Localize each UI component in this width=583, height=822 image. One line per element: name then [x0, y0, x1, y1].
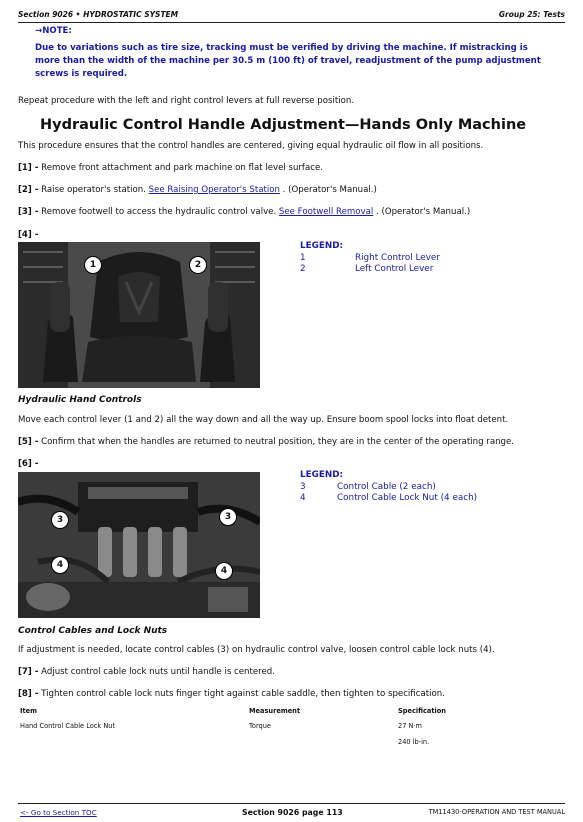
- step-2: [18, 184, 377, 196]
- note-line: more than the width of the machine per 30.5 m (100 ft) of travel, readjustment of the pump adjustment: [35, 55, 541, 66]
- note-line: screws is required.: [35, 68, 128, 79]
- repeat-text: Repeat procedure with the left and right control levers at full reverse position.: [18, 96, 355, 106]
- note-body: [35, 42, 555, 80]
- page-number: Section 9026 page 113: [242, 808, 343, 817]
- figure2-text: If adjustment is needed, locate control cables (3) on hydraulic control valve, loosen control cable lock nuts (4).: [18, 645, 495, 655]
- step-7: [18, 666, 275, 678]
- raising-station-link[interactable]: See Raising Operator's Station: [148, 185, 280, 195]
- legend-text: Control Cable (2 each): [337, 481, 436, 492]
- table-cell-item: Hand Control Cable Lock Nut: [20, 722, 116, 730]
- legend-title: LEGEND:: [300, 241, 344, 251]
- step-number: [7] -: [18, 667, 39, 677]
- table-cell-measurement: Torque: [249, 722, 271, 730]
- step-text: Remove front attachment and park machine on flat level surface.: [38, 163, 323, 173]
- manual-title: TM11430-OPERATION AND TEST MANUAL: [428, 808, 565, 816]
- figure1-legend: [300, 241, 560, 281]
- callout-2: 2: [189, 256, 207, 274]
- legend-item: [300, 493, 560, 505]
- note-label: →NOTE:: [35, 26, 72, 36]
- footwell-removal-link[interactable]: See Footwell Removal: [278, 207, 374, 217]
- legend-num: 3: [300, 481, 306, 492]
- step-text: Tighten control cable lock nuts finger tight against cable saddle, then tighten to specification.: [38, 689, 445, 699]
- step-6: [18, 458, 38, 470]
- legend-num: 4: [300, 493, 306, 503]
- step-text: Adjust control cable lock nuts until handle is centered.: [38, 667, 275, 677]
- step-number: [6] -: [18, 459, 39, 469]
- legend-text: Right Control Lever: [355, 252, 440, 263]
- legend-num: 2: [300, 264, 306, 274]
- control-valve-photo: [18, 472, 260, 618]
- footer-rule: [18, 803, 565, 804]
- step-number: [8] -: [18, 689, 39, 699]
- legend-text: Control Cable Lock Nut (4 each): [337, 493, 478, 503]
- spec-table: [18, 707, 558, 751]
- table-cell-spec-metric: 27 N·m: [398, 722, 422, 730]
- step-5: [18, 436, 514, 448]
- table-header-specification: Specification: [398, 707, 446, 715]
- step-8: [18, 688, 445, 700]
- legend-text: Left Control Lever: [355, 264, 434, 274]
- step-3: [18, 206, 470, 218]
- legend-item: [300, 264, 560, 276]
- callout-3-right: 3: [219, 508, 237, 526]
- figure2-legend: [300, 470, 560, 510]
- step-number: [4] -: [18, 230, 39, 240]
- hand-controls-illustration: [18, 242, 260, 388]
- step-number: [2] -: [18, 185, 39, 195]
- step-text: Remove footwell to access the hydraulic control valve.: [38, 207, 279, 217]
- step-number: [1] -: [18, 163, 39, 173]
- figure1-text: Move each control lever (1 and 2) all the way down and all the way up. Ensure boom spool locks into float detent.: [18, 415, 509, 425]
- step-4: [18, 229, 38, 241]
- header-rule: [18, 22, 565, 23]
- callout-3-left: 3: [51, 511, 69, 529]
- control-valve-illustration: [18, 472, 260, 618]
- callout-4-right: 4: [215, 562, 233, 580]
- callout-4-left: 4: [51, 556, 69, 574]
- step-text-after: . (Operator's Manual.): [373, 207, 471, 217]
- note-line: Due to variations such as tire size, tracking must be verified by driving the machine. If mistracking is: [35, 43, 528, 53]
- legend-num: 1: [300, 252, 306, 263]
- page-title: Hydraulic Control Handle Adjustment—Hands Only Machine: [40, 117, 527, 133]
- step-text-after: . (Operator's Manual.): [279, 185, 377, 195]
- hand-controls-photo: [18, 242, 260, 388]
- legend-item: [300, 482, 560, 494]
- table-cell-spec-imperial: 240 lb-in.: [398, 738, 430, 746]
- table-header-measurement: Measurement: [249, 707, 301, 715]
- table-header-item: Item: [20, 707, 37, 715]
- step-number: [5] -: [18, 437, 39, 447]
- group-label: Group 25: Tests: [498, 10, 565, 19]
- intro-text: This procedure ensures that the control handles are centered, giving equal hydraulic oil flow in all positions.: [18, 141, 484, 151]
- step-text: Raise operator's station.: [38, 185, 149, 195]
- figure1-caption: Hydraulic Hand Controls: [18, 395, 142, 405]
- legend-item: [300, 253, 560, 265]
- legend-title: LEGEND:: [300, 470, 344, 480]
- figure2-caption: Control Cables and Lock Nuts: [18, 626, 168, 636]
- step-text: Confirm that when the handles are returned to neutral position, they are in the center of the operating range.: [38, 437, 514, 447]
- section-toc-link[interactable]: <- Go to Section TOC: [20, 808, 97, 817]
- step-number: [3] -: [18, 207, 39, 217]
- step-1: [18, 162, 323, 174]
- callout-1: 1: [84, 256, 102, 274]
- section-label: Section 9026 • HYDROSTATIC SYSTEM: [18, 10, 179, 19]
